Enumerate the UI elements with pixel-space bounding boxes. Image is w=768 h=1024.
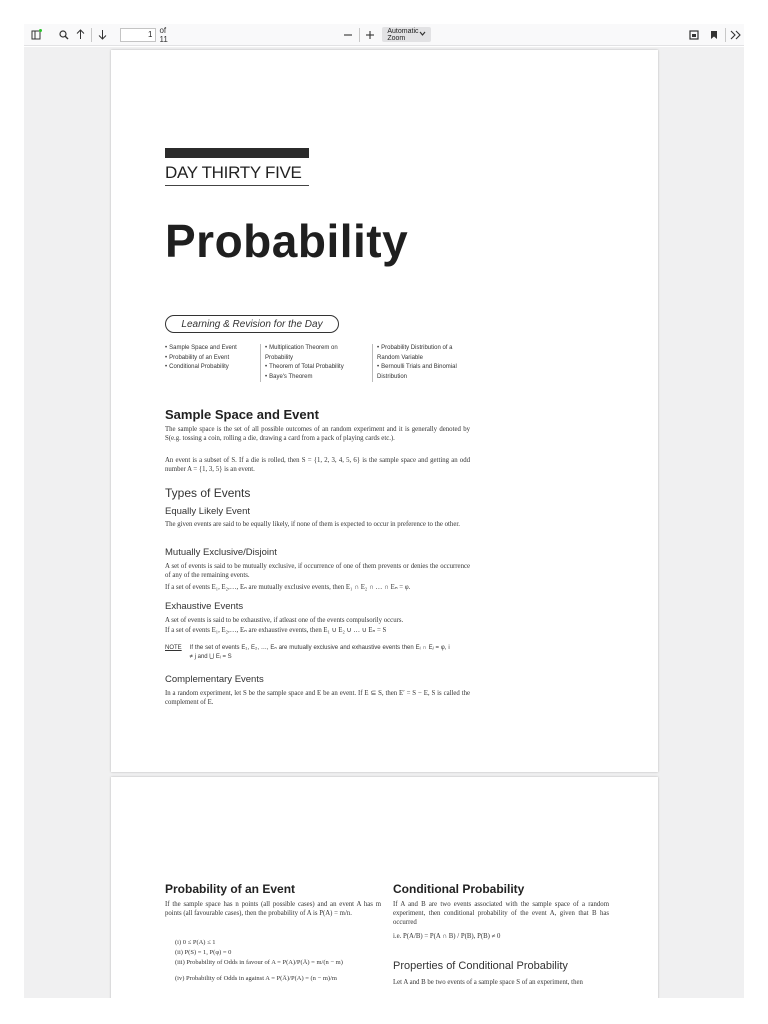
list-item: (iii) Probability of Odds in favour of A = P(A)/P(Ā) = m/(n − m)	[175, 959, 343, 966]
subsubsection-heading: Equally Likely Event	[165, 506, 251, 517]
subsection-heading: Properties of Conditional Probability	[393, 960, 568, 972]
search-icon[interactable]	[56, 25, 72, 45]
topic-item: • Theorem of Total Probability	[265, 363, 366, 373]
pdf-toolbar	[24, 24, 744, 46]
topic-item: • Bernoulli Trials and Binomial Distribution	[377, 363, 469, 382]
list-item: (iv) Probability of Odds in against A = P(Ā)/P(A) = (n − m)/m	[175, 975, 337, 982]
formula: If a set of events E₁, E₂,…, Eₙ are exhaustive events, then E₁ ∪ E₂ ∪ … ∪ Eₙ = S	[165, 627, 387, 634]
note-text: If the set of events E₁, E₂, …, Eₙ are mutually exclusive and exhaustive events then Eᵢ ∩ Eⱼ = φ, i ≠ j and ⋃ Eᵢ = S	[189, 645, 450, 661]
zoom-select[interactable]	[382, 27, 430, 42]
list-item: (ii) P(S) = 1, P(φ) = 0	[175, 949, 232, 956]
topic-column	[165, 344, 260, 382]
section-heading: Sample Space and Event	[165, 407, 319, 422]
pdf-page-1	[111, 50, 658, 772]
subsubsection-heading: Exhaustive Events	[165, 601, 244, 612]
more-tools-icon[interactable]	[728, 25, 744, 45]
topic-item: • Probability of an Event	[165, 354, 254, 364]
paragraph: If A and B are two events associated with the sample space of a random experiment, then conditional probability of the event A, given that B has occurred	[393, 901, 609, 927]
subsection-heading: Types of Events	[165, 486, 251, 500]
arrow-up-icon[interactable]	[72, 25, 88, 45]
paragraph: A set of events is said to be exhaustive, if atleast one of the events compulsorily occurs.	[165, 617, 404, 624]
arrow-down-icon[interactable]	[94, 25, 110, 45]
paragraph: The sample space is the set of all possible outcomes of an random experiment and it is generally denoted by S(e.g. tossing a coin, rolling a die, drawing a card from a pack of playing cards etc.).	[165, 426, 470, 443]
paragraph: If the sample space has n points (all possible cases) and an event A has m points (all favourable cases), then the probability of A is P(A) = m/n.	[165, 901, 381, 918]
topic-item: • Probability Distribution of a Random Variable	[377, 344, 469, 363]
page-number-input[interactable]	[120, 28, 156, 42]
day-label: DAY THIRTY FIVE	[165, 163, 302, 182]
note-label: NOTE	[165, 645, 182, 651]
section-heading: Probability of an Event	[165, 882, 296, 896]
formula: i.e. P(A/B) = P(A ∩ B) / P(B), P(B) ≠ 0	[393, 933, 501, 940]
note-block	[165, 644, 470, 662]
zoom-out-icon[interactable]	[340, 25, 356, 45]
paragraph: A set of events is said to be mutually exclusive, if occurrence of one of them prevents or denies the occurrence of any of the remaining events.	[165, 563, 470, 580]
zoom-in-icon[interactable]	[362, 25, 378, 45]
paragraph: In a random experiment, let S be the sample space and E be an event. If E ⊆ S, then E′ = S − E, S is called the complement of E.	[165, 690, 470, 707]
sidebar-toggle-icon[interactable]	[28, 25, 44, 45]
paragraph: Let A and B be two events of a sample space S of an experiment, then	[393, 979, 583, 986]
present-icon[interactable]	[686, 25, 702, 45]
list-item: (i) 0 ≤ P(A) ≤ 1	[175, 939, 216, 946]
topic-item: • Multiplication Theorem on Probability	[265, 344, 366, 363]
page-total-label: of 11	[159, 25, 168, 44]
chevron-down-icon	[419, 31, 426, 38]
decorative-bar	[165, 148, 309, 158]
paragraph: The given events are said to be equally likely, if none of them is expected to occur in preference to the other.	[165, 521, 460, 528]
topic-item: • Conditional Probability	[165, 363, 254, 373]
topic-column	[260, 344, 372, 382]
subsubsection-heading: Complementary Events	[165, 674, 264, 685]
section-heading: Conditional Probability	[393, 882, 525, 896]
chapter-title: Probability	[165, 215, 409, 267]
formula: If a set of events E₁, E₂,…, Eₙ are mutually exclusive events, then E₁ ∩ E₂ ∩ … ∩ Eₙ = φ.	[165, 584, 411, 591]
property-list	[175, 938, 391, 984]
divider	[165, 185, 309, 186]
subsubsection-heading: Mutually Exclusive/Disjoint	[165, 547, 277, 558]
topic-item: • Baye's Theorem	[265, 373, 366, 383]
bookmark-icon[interactable]	[706, 25, 722, 45]
paragraph: An event is a subset of S. If a die is rolled, then S = {1, 2, 3, 4, 5, 6} is the sample space and getting an odd number A = {1, 3, 5} is an event.	[165, 457, 470, 474]
pdf-page-2	[111, 777, 658, 998]
topic-column	[372, 344, 475, 382]
pdf-viewer[interactable]	[24, 47, 744, 998]
zoom-select-label: Automatic Zoom	[387, 27, 419, 42]
topic-item: • Sample Space and Event	[165, 344, 254, 354]
topic-list	[165, 344, 475, 382]
revision-pill: Learning & Revision for the Day	[165, 315, 339, 333]
